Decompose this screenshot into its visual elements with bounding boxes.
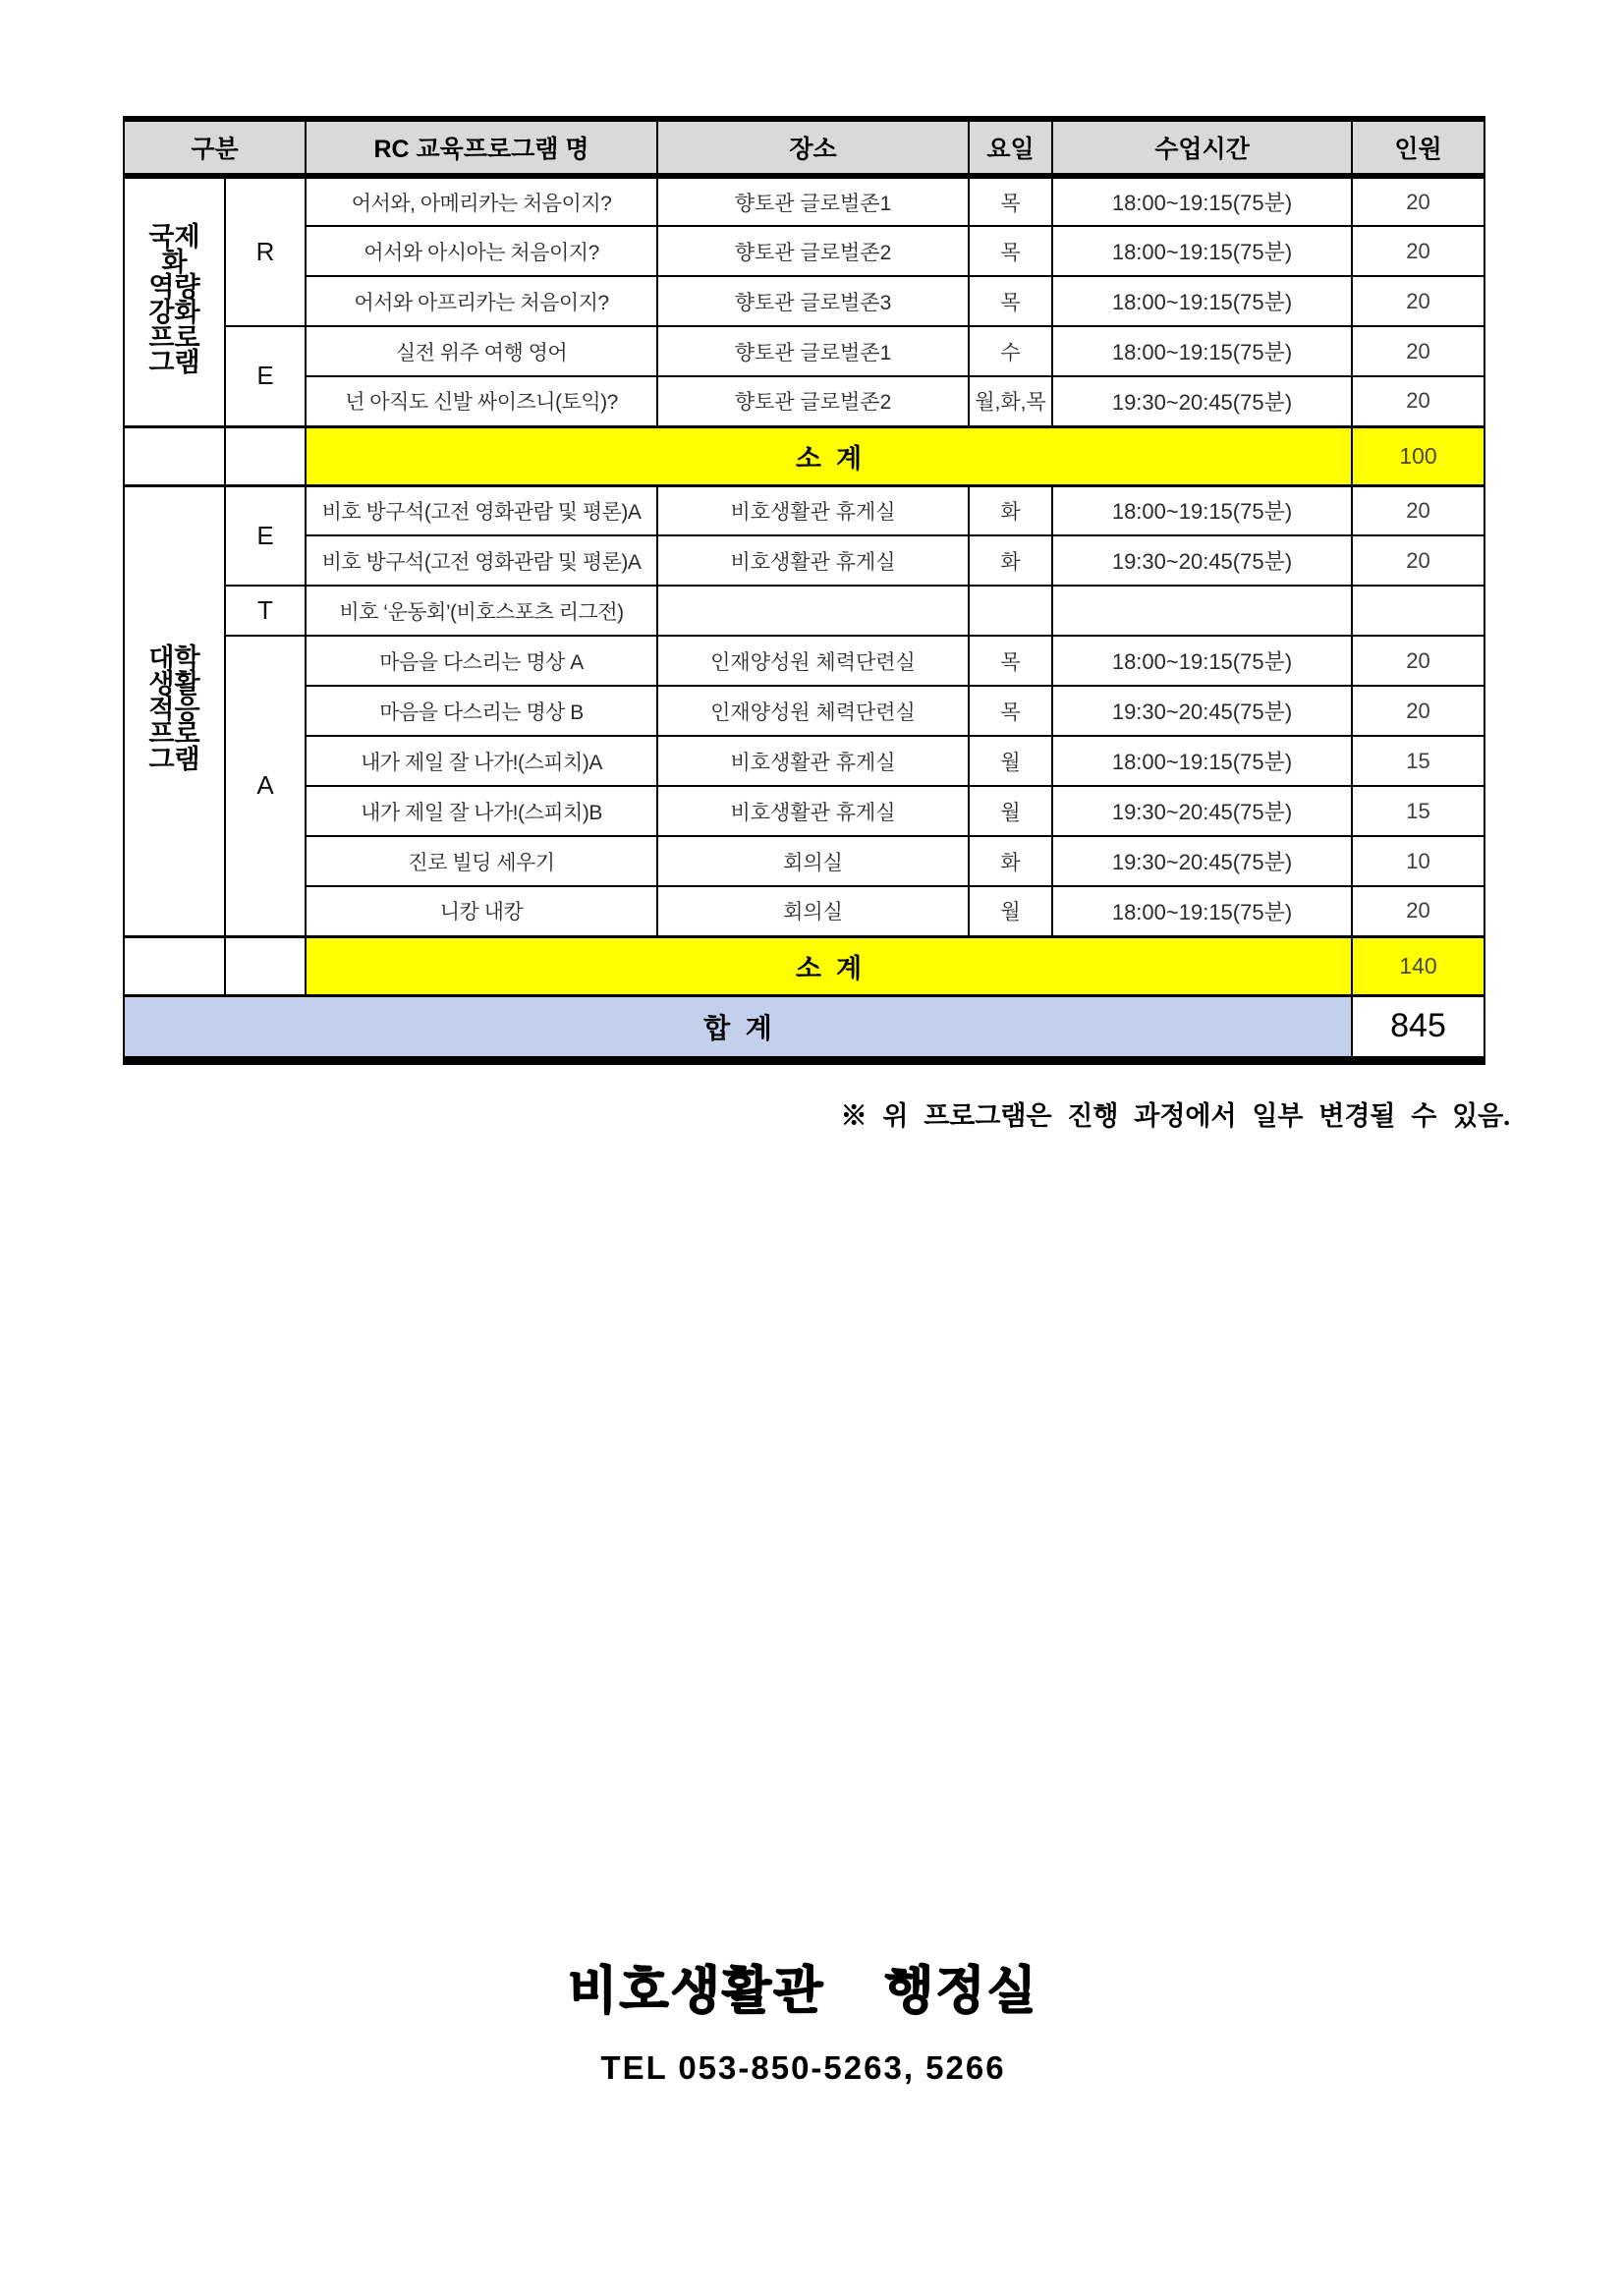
group-letter-t: T	[225, 586, 306, 636]
subtotal-label: 소 계	[306, 426, 1352, 485]
group-letter-a: A	[225, 636, 306, 936]
footer-title: 비호생활관 행정실	[568, 1963, 1038, 2020]
group-letter-r: R	[225, 176, 306, 326]
table-row	[124, 226, 1484, 276]
count-cell: 20	[1352, 226, 1484, 276]
day-cell: 월	[969, 886, 1052, 936]
day-cell: 월	[969, 786, 1052, 836]
rc-program-table	[123, 116, 1485, 1065]
program-name-cell: 비호 ‘운동회’(비호스포츠 리그전)	[306, 586, 657, 636]
subtotal-blank-cell	[225, 426, 306, 485]
time-cell: 18:00~19:15(75분)	[1052, 226, 1352, 276]
time-cell: 19:30~20:45(75분)	[1052, 686, 1352, 736]
day-cell	[969, 586, 1052, 636]
place-cell: 비호생활관 휴게실	[657, 485, 969, 535]
table-row	[124, 886, 1484, 936]
header-time: 수업시간	[1052, 119, 1352, 176]
time-cell: 18:00~19:15(75분)	[1052, 485, 1352, 535]
category-label-international	[124, 176, 225, 426]
place-cell: 인재양성원 체력단련실	[657, 636, 969, 686]
day-cell: 목	[969, 226, 1052, 276]
subtotal-blank-cell	[124, 426, 225, 485]
day-cell: 목	[969, 176, 1052, 226]
group-letter-e: E	[225, 326, 306, 426]
count-cell: 20	[1352, 485, 1484, 535]
time-cell: 18:00~19:15(75분)	[1052, 326, 1352, 376]
time-cell: 18:00~19:15(75분)	[1052, 736, 1352, 786]
category-label-campus-life	[124, 485, 225, 936]
category-label-text: 국제화 역량강화 프로그램	[148, 222, 200, 378]
footnote: ※ 위 프로그램은 진행 과정에서 일부 변경될 수 있음.	[840, 1101, 1510, 1131]
count-cell: 15	[1352, 786, 1484, 836]
place-cell: 인재양성원 체력단련실	[657, 686, 969, 736]
table-row	[124, 836, 1484, 886]
program-name-cell: 내가 제일 잘 나가!(스피치)A	[306, 736, 657, 786]
total-count: 845	[1352, 995, 1484, 1060]
day-cell: 화	[969, 535, 1052, 586]
table-row	[124, 636, 1484, 686]
program-name-cell: 내가 제일 잘 나가!(스피치)B	[306, 786, 657, 836]
table-header-row	[124, 119, 1484, 176]
total-label: 합 계	[124, 995, 1352, 1060]
time-cell: 19:30~20:45(75분)	[1052, 535, 1352, 586]
place-cell: 향토관 글로벌존2	[657, 376, 969, 426]
place-cell: 비호생활관 휴게실	[657, 786, 969, 836]
count-cell: 20	[1352, 535, 1484, 586]
count-cell: 20	[1352, 686, 1484, 736]
program-name-cell: 비호 방구석(고전 영화관람 및 평론)A	[306, 485, 657, 535]
place-cell: 향토관 글로벌존1	[657, 326, 969, 376]
program-name-cell: 진로 빌딩 세우기	[306, 836, 657, 886]
header-category: 구분	[124, 119, 306, 176]
count-cell: 20	[1352, 376, 1484, 426]
subtotal-count: 100	[1352, 426, 1484, 485]
program-name-cell: 실전 위주 여행 영어	[306, 326, 657, 376]
header-count: 인원	[1352, 119, 1484, 176]
day-cell: 목	[969, 276, 1052, 326]
program-name-cell: 어서와, 아메리카는 처음이지?	[306, 176, 657, 226]
table-row	[124, 786, 1484, 836]
day-cell: 수	[969, 326, 1052, 376]
subtotal-label: 소 계	[306, 936, 1352, 995]
footer-tel: TEL 053-850-5263, 5266	[600, 2049, 1006, 2086]
place-cell: 회의실	[657, 836, 969, 886]
time-cell: 19:30~20:45(75분)	[1052, 836, 1352, 886]
place-cell: 회의실	[657, 886, 969, 936]
group-letter-e2: E	[225, 485, 306, 586]
table-row	[124, 736, 1484, 786]
header-day: 요일	[969, 119, 1052, 176]
day-cell: 월,화,목	[969, 376, 1052, 426]
time-cell: 18:00~19:15(75분)	[1052, 886, 1352, 936]
time-cell: 18:00~19:15(75분)	[1052, 636, 1352, 686]
count-cell: 20	[1352, 276, 1484, 326]
table-row	[124, 326, 1484, 376]
table-row	[124, 376, 1484, 426]
time-cell	[1052, 586, 1352, 636]
program-name-cell: 비호 방구석(고전 영화관람 및 평론)A	[306, 535, 657, 586]
count-cell	[1352, 586, 1484, 636]
table-row	[124, 586, 1484, 636]
subtotal-blank-cell	[225, 936, 306, 995]
day-cell: 월	[969, 736, 1052, 786]
subtotal-blank-cell	[124, 936, 225, 995]
place-cell: 향토관 글로벌존1	[657, 176, 969, 226]
subtotal-row	[124, 426, 1484, 485]
place-cell: 비호생활관 휴게실	[657, 535, 969, 586]
table-row	[124, 686, 1484, 736]
day-cell: 화	[969, 485, 1052, 535]
place-cell	[657, 586, 969, 636]
count-cell: 15	[1352, 736, 1484, 786]
program-name-cell: 넌 아직도 신발 싸이즈니(토익)?	[306, 376, 657, 426]
program-name-cell: 마음을 다스리는 명상 A	[306, 636, 657, 686]
count-cell: 20	[1352, 636, 1484, 686]
subtotal-count: 140	[1352, 936, 1484, 995]
time-cell: 18:00~19:15(75분)	[1052, 176, 1352, 226]
table-row	[124, 535, 1484, 586]
count-cell: 20	[1352, 176, 1484, 226]
table-row	[124, 176, 1484, 226]
table-row	[124, 276, 1484, 326]
time-cell: 18:00~19:15(75분)	[1052, 276, 1352, 326]
program-name-cell: 니캉 내캉	[306, 886, 657, 936]
total-row	[124, 995, 1484, 1060]
header-place: 장소	[657, 119, 969, 176]
program-name-cell: 어서와 아시아는 처음이지?	[306, 226, 657, 276]
count-cell: 10	[1352, 836, 1484, 886]
day-cell: 화	[969, 836, 1052, 886]
time-cell: 19:30~20:45(75분)	[1052, 376, 1352, 426]
place-cell: 향토관 글로벌존3	[657, 276, 969, 326]
subtotal-row	[124, 936, 1484, 995]
table-row	[124, 485, 1484, 535]
count-cell: 20	[1352, 886, 1484, 936]
time-cell: 19:30~20:45(75분)	[1052, 786, 1352, 836]
day-cell: 목	[969, 636, 1052, 686]
place-cell: 향토관 글로벌존2	[657, 226, 969, 276]
place-cell: 비호생활관 휴게실	[657, 736, 969, 786]
day-cell: 목	[969, 686, 1052, 736]
program-name-cell: 마음을 다스리는 명상 B	[306, 686, 657, 736]
header-program: RC 교육프로그램 명	[306, 119, 657, 176]
count-cell: 20	[1352, 326, 1484, 376]
program-name-cell: 어서와 아프리카는 처음이지?	[306, 276, 657, 326]
category-label-text: 대학생활 적응 프로그램	[148, 644, 200, 774]
